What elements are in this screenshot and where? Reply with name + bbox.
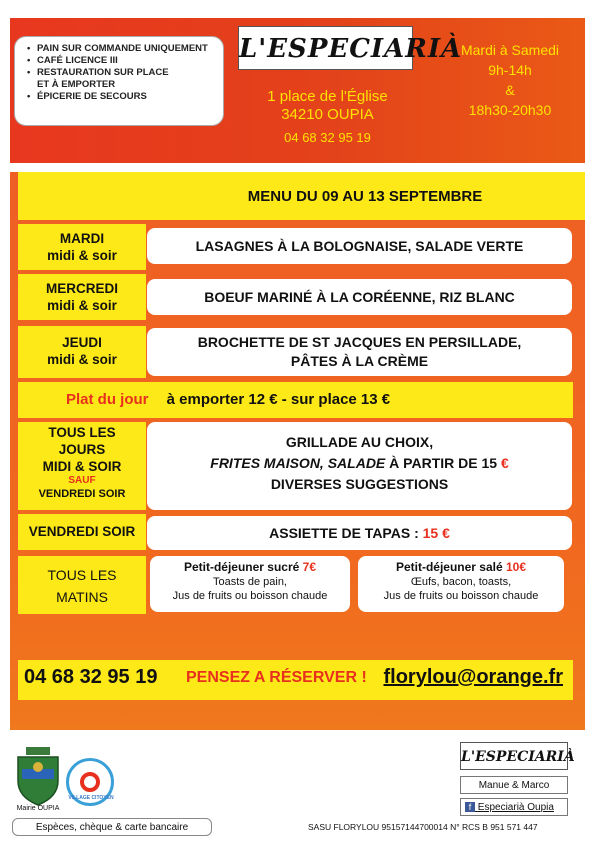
contact-email[interactable]: florylou@orange.fr	[383, 666, 563, 688]
plat-du-jour-bar	[18, 382, 573, 418]
opening-hours	[440, 40, 580, 120]
contact-bar	[18, 660, 573, 700]
dish-text: À PARTIR DE 15	[385, 455, 501, 471]
dish-line	[147, 453, 572, 474]
plat-du-jour-label: Plat du jour	[66, 391, 149, 408]
day-name: MARDI	[59, 231, 105, 246]
logo: L'ESPECIARIÀ	[238, 26, 413, 70]
day-name: JEUDI	[62, 335, 102, 350]
day-name: MIDI & SOIR	[42, 459, 122, 474]
dish-italic: FRITES MAISON, SALADE	[210, 455, 386, 471]
day-cell-mardi	[18, 224, 146, 270]
service-item: • ÉPICERIE DE SECOURS	[37, 91, 217, 103]
day-except: SAUF	[68, 475, 96, 486]
plat-du-jour-price: à emporter 12 € - sur place 13 €	[166, 391, 391, 408]
service-item: • PAIN SUR COMMANDE UNIQUEMENT	[37, 43, 217, 55]
services-box	[14, 36, 224, 126]
dish-text: ASSIETTE DE TAPAS :	[269, 525, 423, 541]
owners-label: Manue & Marco	[460, 776, 568, 794]
breakfast-title-text: Petit-déjeuner sucré	[183, 560, 303, 574]
logo-small: L'ESPECIARIÀ	[460, 742, 568, 770]
phone-number: 04 68 32 95 19	[284, 130, 371, 145]
day-name: MATINS	[56, 589, 108, 605]
day-cell-mornings	[18, 556, 146, 614]
day-cell-friday: VENDREDI SOIR	[18, 514, 146, 550]
address-line: 1 place de l'Église	[267, 88, 388, 105]
facebook-link[interactable]	[460, 798, 568, 816]
badge-text: VILLAGE CITOYEN	[68, 795, 114, 801]
address-block	[230, 88, 425, 147]
day-name: JOURS	[58, 442, 106, 457]
address-line: 34210 OUPIA	[281, 106, 374, 123]
dish-friday	[147, 516, 572, 550]
breakfast-line: Jus de fruits ou boisson chaude	[172, 590, 328, 602]
day-cell-mercredi	[18, 274, 146, 320]
day-sub: midi & soir	[47, 352, 117, 367]
breakfast-title	[150, 559, 350, 575]
hours-days: Mardi à Samedi	[460, 42, 560, 58]
reserve-text: PENSEZ A RÉSERVER !	[186, 669, 367, 686]
dish-every-day	[147, 422, 572, 510]
day-sub: midi & soir	[47, 248, 117, 263]
day-name: TOUS LES	[47, 567, 117, 583]
day-sub: midi & soir	[47, 298, 117, 313]
breakfast-price: 7€	[302, 560, 317, 574]
mairie-logo	[12, 745, 64, 815]
day-except-day: VENDREDI SOIR	[38, 488, 126, 500]
breakfast-title	[358, 559, 564, 575]
euro-sign: €	[500, 455, 509, 471]
day-name: MERCREDI	[45, 281, 118, 296]
hours-evening: 18h30-20h30	[468, 102, 552, 118]
breakfast-line: Œufs, bacon, toasts,	[410, 576, 512, 588]
target-icon	[80, 772, 100, 792]
contact-phone[interactable]: 04 68 32 95 19	[24, 666, 158, 688]
service-item: • RESTAURATION SUR PLACE	[37, 67, 217, 79]
payment-methods: Espèces, chèque & carte bancaire	[12, 818, 212, 836]
menu-title: MENU DU 09 AU 13 SEPTEMBRE	[145, 172, 585, 220]
day-cell-jeudi	[18, 326, 146, 378]
breakfast-line: Jus de fruits ou boisson chaude	[383, 590, 539, 602]
dish-line: GRILLADE AU CHOIX,	[285, 434, 434, 450]
title-left-cell	[18, 172, 146, 220]
dish-line: BROCHETTE DE ST JACQUES EN PERSILLADE,	[197, 334, 522, 350]
hours-and: &	[505, 82, 515, 98]
breakfast-price: 10€	[506, 560, 527, 574]
dish-price: 15 €	[422, 525, 450, 541]
dish-mardi: LASAGNES À LA BOLOGNAISE, SALADE VERTE	[147, 228, 572, 264]
mairie-label: Mairie OUPIA	[16, 805, 60, 812]
facebook-label: Especiarià Oupia	[477, 802, 554, 813]
hours-morning: 9h-14h	[488, 62, 532, 78]
dish-line: DIVERSES SUGGESTIONS	[270, 476, 449, 492]
village-citoyen-badge	[66, 758, 114, 806]
breakfast-line: Toasts de pain,	[213, 576, 287, 588]
breakfast-title-text: Petit-déjeuner salé	[395, 560, 506, 574]
company-registration: SASU FLORYLOU 95157144700014 N° RCS B 951 571 447	[308, 822, 538, 832]
day-cell-every-day	[18, 422, 146, 510]
salty-breakfast	[358, 556, 564, 612]
service-item: ET À EMPORTER	[37, 79, 116, 90]
day-name: TOUS LES	[48, 425, 116, 440]
sweet-breakfast	[150, 556, 350, 612]
dish-jeudi	[147, 328, 572, 376]
dish-mercredi: BOEUF MARINÉ À LA CORÉENNE, RIZ BLANC	[147, 279, 572, 315]
service-item: • CAFÉ LICENCE III	[37, 55, 217, 67]
dish-line: PÂTES À LA CRÈME	[290, 353, 429, 369]
facebook-icon: f	[465, 802, 475, 812]
